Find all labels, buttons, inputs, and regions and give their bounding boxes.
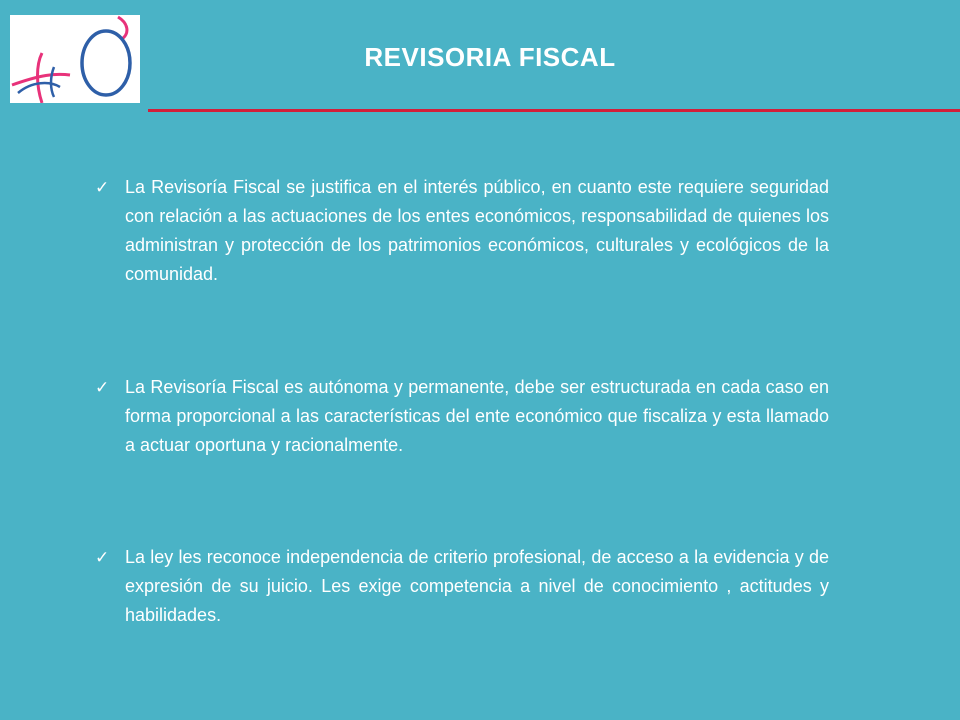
checkmark-icon: ✓ [95, 378, 110, 397]
bullet-text: La Revisoría Fiscal es autónoma y permanente, debe ser estructurada en cada caso en forma proporcional a las características del ente económico que fiscaliza y esta llamado a actuar oportuna y racionalmente. [125, 377, 829, 455]
title-divider [148, 109, 960, 112]
checkmark-icon: ✓ [95, 178, 110, 197]
list-item [95, 173, 829, 373]
bullet-text: La Revisoría Fiscal se justifica en el interés público, en cuanto este requiere seguridad con relación a las actuaciones de los entes económicos, responsabilidad de quienes los administran y protección de los patrimonios económicos, culturales y ecológicos de la comunidad. [125, 177, 829, 284]
bullet-text: La ley les reconoce independencia de criterio profesional, de acceso a la evidencia y de expresión de su juicio. Les exige competencia a nivel de conocimiento , actitudes y habilidades. [125, 547, 829, 625]
list-item [95, 373, 829, 543]
slide-title: REVISORIA FISCAL [364, 42, 616, 72]
checkmark-icon: ✓ [95, 548, 110, 567]
bullet-list [95, 173, 829, 630]
list-item [95, 543, 829, 630]
